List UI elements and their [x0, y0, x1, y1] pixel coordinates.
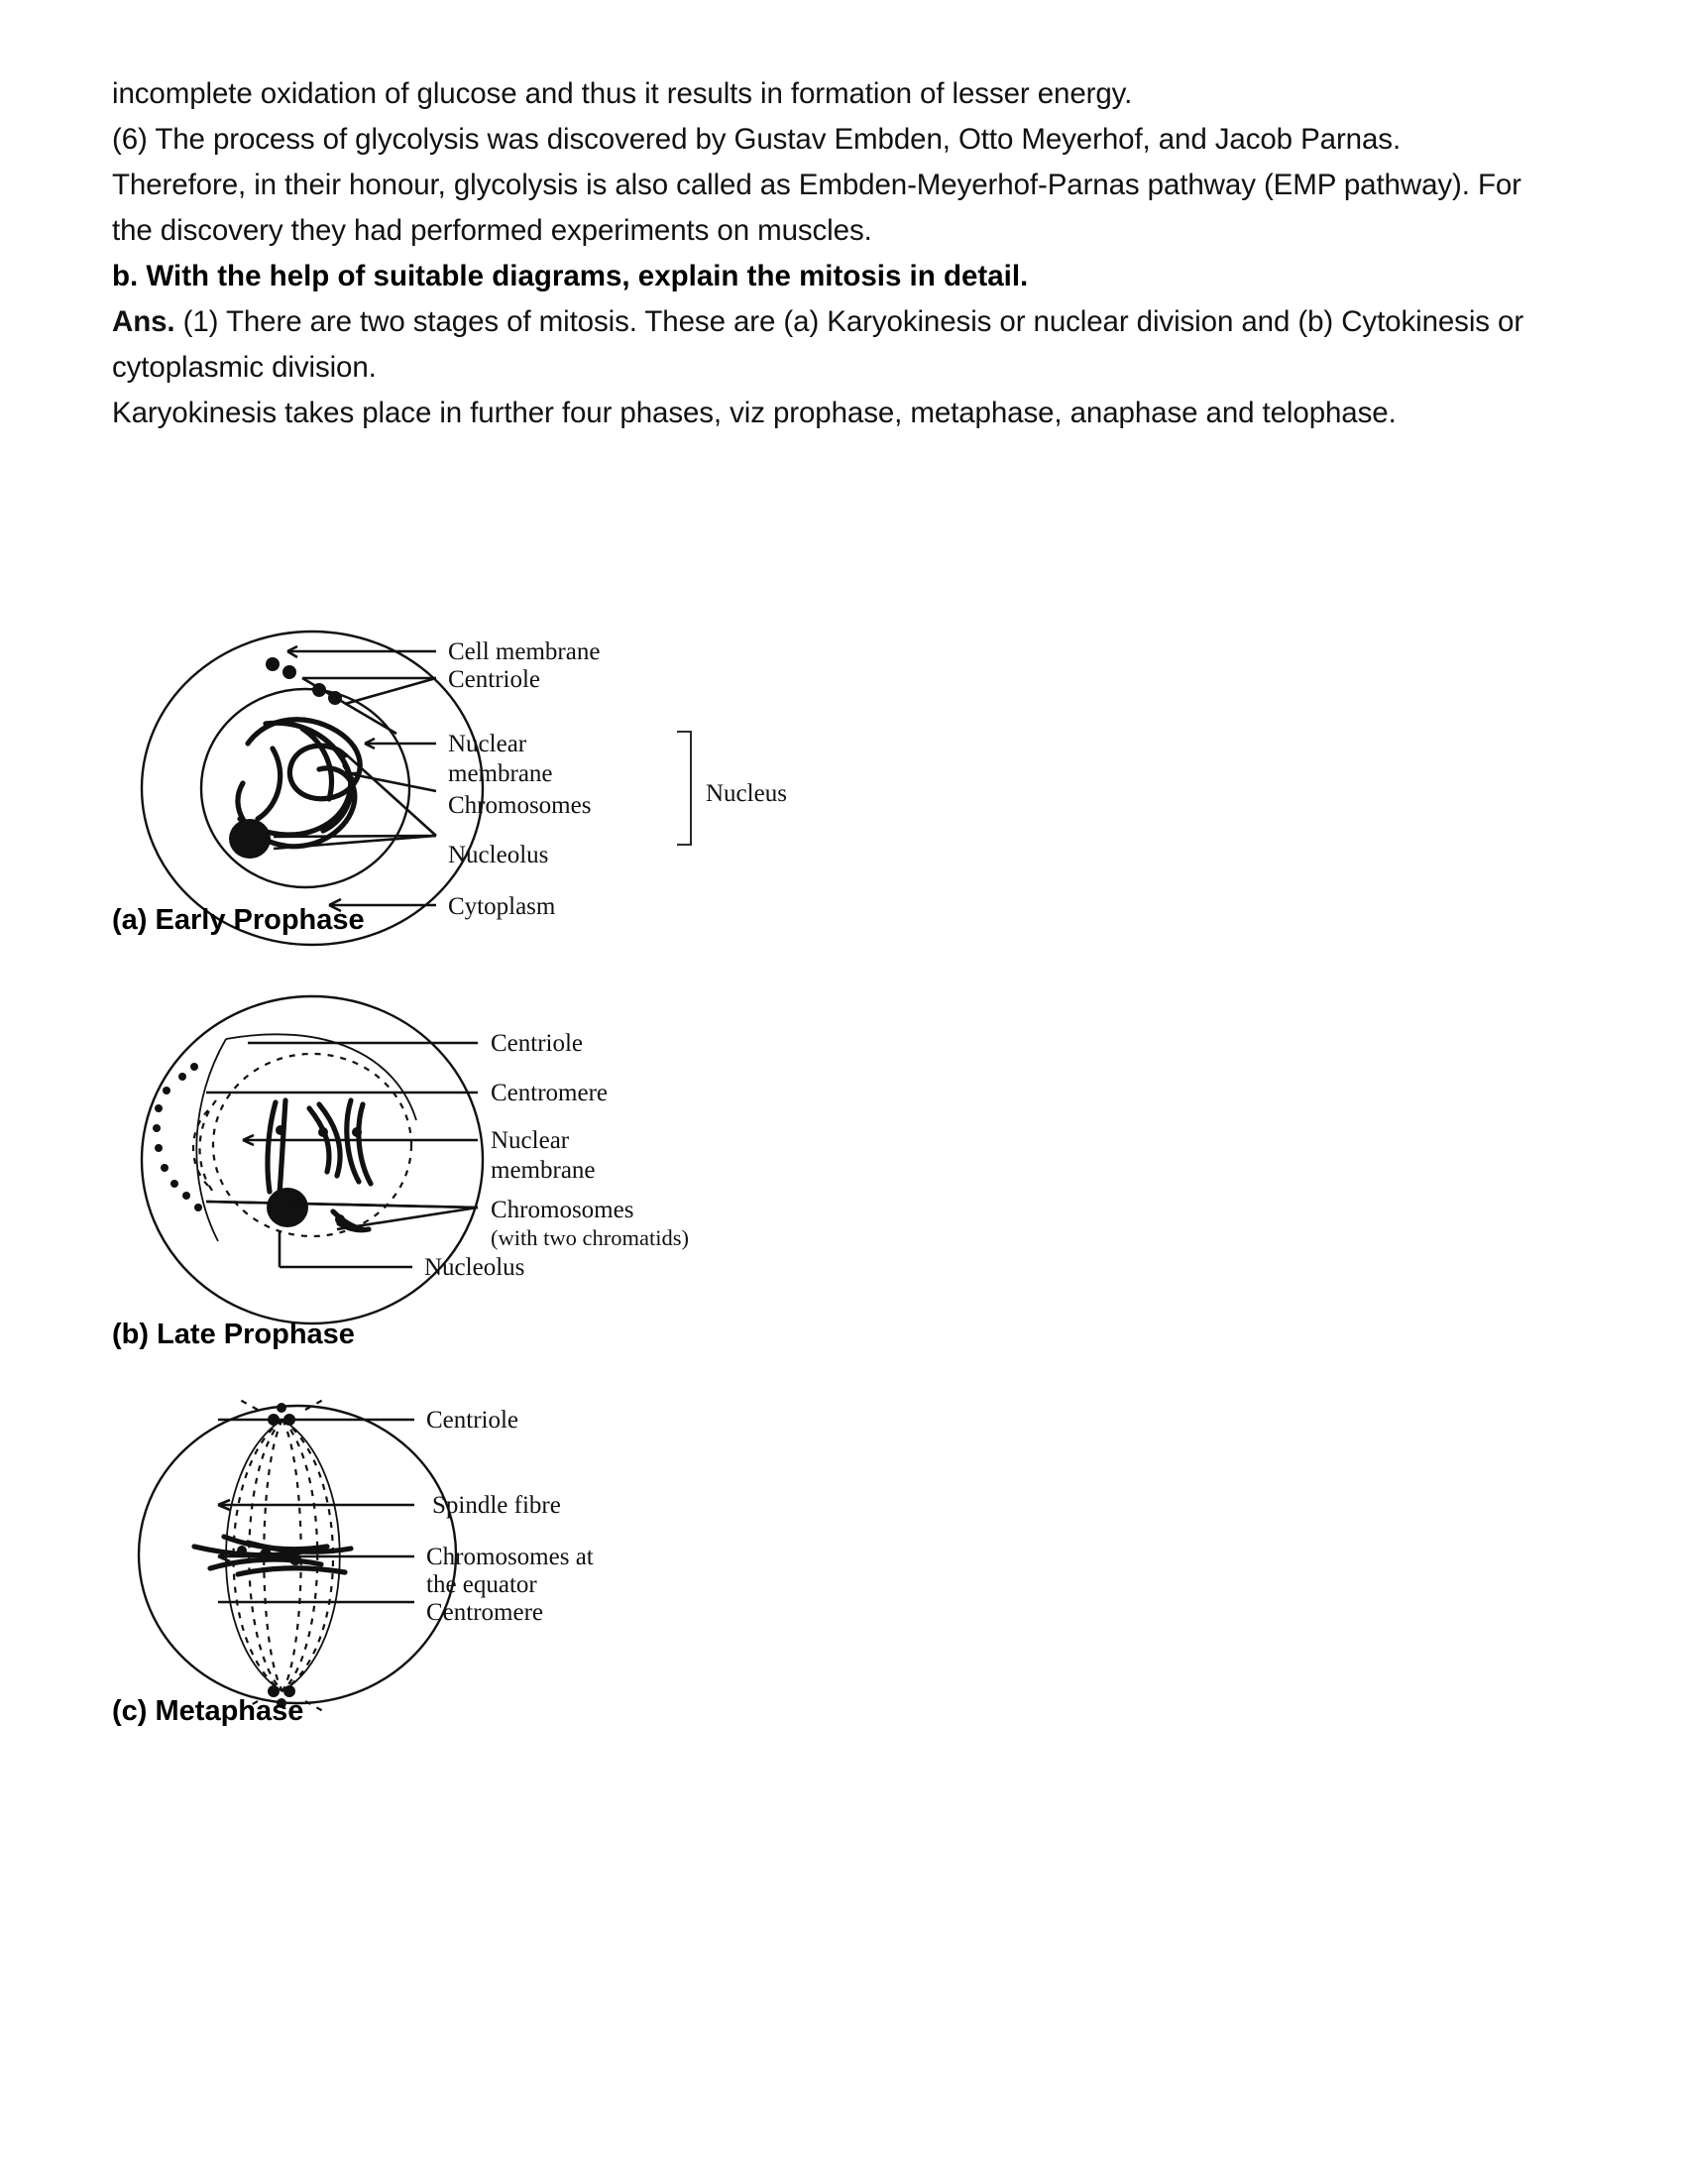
question-heading: b. With the help of suitable diagrams, explain the mitosis in detail.	[112, 260, 1029, 292]
label-cell-membrane: Cell membrane	[448, 638, 601, 665]
centriole-dots	[266, 657, 342, 705]
label-the-equator-c: the equator	[426, 1571, 537, 1598]
label-nucleolus-b: Nucleolus	[424, 1254, 525, 1281]
caption-metaphase: (c) Metaphase	[112, 1695, 304, 1727]
label-membrane: membrane	[448, 760, 553, 787]
label-centriole-c: Centriole	[426, 1407, 519, 1434]
label-nuclear: Nuclear	[448, 731, 527, 757]
late-prophase-drawing	[99, 981, 1090, 1338]
answer-text-1: (1) There are two stages of mitosis. These are (a) Karyokinesis or nuclear division and (b) Cytokinesis or cytoplasmic division.	[112, 305, 1524, 384]
figure-group	[0, 615, 1688, 1755]
caption-late-prophase: (b) Late Prophase	[112, 1319, 355, 1350]
figure-metaphase	[0, 1398, 1688, 1755]
label-nuclear-b: Nuclear	[491, 1127, 570, 1154]
label-chromosomes: Chromosomes	[448, 792, 592, 819]
label-chromosomes-at-c: Chromosomes at	[426, 1544, 594, 1570]
paragraph-2: (6) The process of glycolysis was discovered by Gustav Embden, Otto Meyerhof, and Jacob Parnas.	[112, 123, 1402, 156]
label-nucleus: Nucleus	[706, 780, 787, 807]
metaphase-drawing	[99, 1398, 1090, 1715]
figure-early-prophase	[0, 615, 1688, 981]
label-membrane-b: membrane	[491, 1157, 596, 1184]
text-content	[112, 71, 1529, 436]
answer-label: Ans.	[112, 305, 175, 338]
label-spindle-fibre-c: Spindle fibre	[432, 1492, 561, 1519]
answer-paragraph-1	[112, 299, 1529, 391]
figure-late-prophase	[0, 981, 1688, 1398]
label-centriole-b: Centriole	[491, 1030, 584, 1057]
paragraph-3: Therefore, in their honour, glycolysis is also called as Embden-Meyerhof-Parnas pathway (EMP pathway). For the discovery they had performed experiments on muscles.	[112, 169, 1521, 247]
answer-paragraph-2: Karyokinesis takes place in further four phases, viz prophase, metaphase, anaphase and telophase.	[112, 397, 1397, 429]
label-centriole: Centriole	[448, 666, 541, 693]
caption-early-prophase: (a) Early Prophase	[112, 904, 365, 936]
label-centromere-b: Centromere	[491, 1080, 609, 1106]
paragraph-1: incomplete oxidation of glucose and thus it results in formation of lesser energy.	[112, 77, 1133, 110]
label-nucleolus: Nucleolus	[448, 842, 549, 868]
early-prophase-drawing	[99, 625, 1090, 952]
label-chromosomes-b: Chromosomes	[491, 1197, 634, 1223]
label-centromere-c: Centromere	[426, 1599, 544, 1626]
label-chromatids-b: (with two chromatids)	[491, 1225, 689, 1250]
label-cytoplasm: Cytoplasm	[448, 893, 556, 920]
